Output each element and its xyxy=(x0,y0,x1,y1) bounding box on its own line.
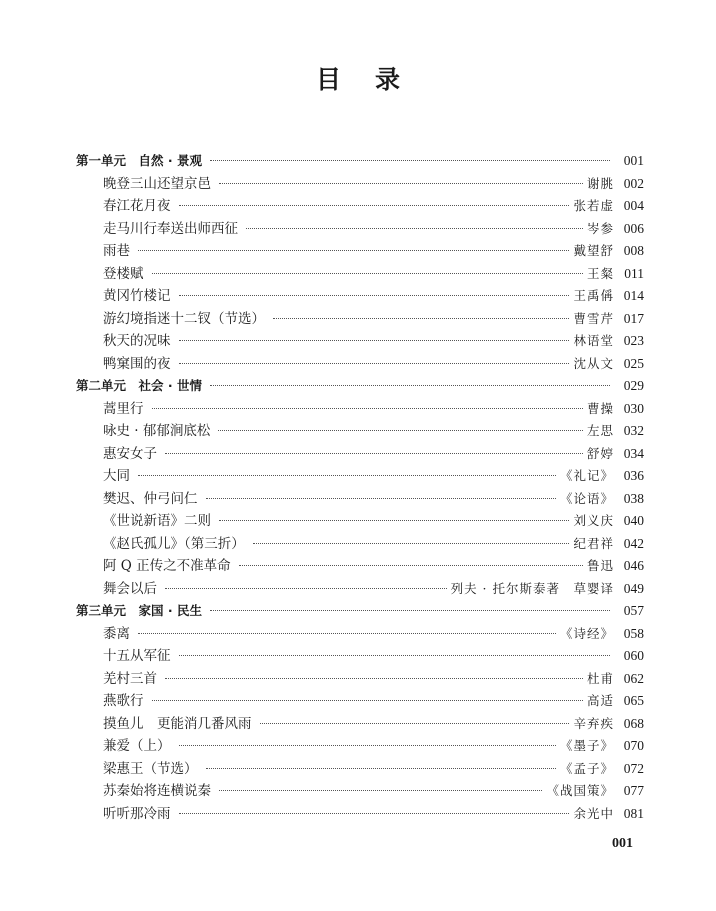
toc-entry-author: 《战国策》 xyxy=(546,783,614,798)
toc-entry-title: 舞会以后 xyxy=(103,580,157,597)
dot-leader xyxy=(152,700,583,701)
toc-entry-author: 《墨子》 xyxy=(559,738,614,753)
toc-entry-title: 燕歌行 xyxy=(103,693,144,709)
toc-entry-title: 樊迟、仲弓问仁 xyxy=(103,490,198,507)
toc-entry-row xyxy=(76,803,644,826)
dot-leader xyxy=(152,273,583,274)
toc-entry-row xyxy=(76,218,644,241)
dot-leader xyxy=(179,655,611,656)
toc-entry-page: 004 xyxy=(623,198,644,213)
toc-entry-page: 072 xyxy=(623,760,644,776)
toc-entry-author: 《礼记》 xyxy=(559,468,614,483)
toc-entry-page: 029 xyxy=(623,378,644,393)
toc-entry-row xyxy=(76,465,644,488)
toc-entry-title: 蒿里行 xyxy=(103,400,144,417)
toc-entry-page: 006 xyxy=(623,220,644,236)
toc-entry-title: 鸭窠围的夜 xyxy=(103,355,171,372)
toc-unit-row xyxy=(76,375,644,398)
toc-entry-title: 黄冈竹楼记 xyxy=(103,288,171,304)
toc-entry-row xyxy=(76,330,644,353)
toc-entry-title: 黍离 xyxy=(103,625,130,642)
toc-entry-author: 刘义庆 xyxy=(573,513,614,528)
toc-entry-title: 第二单元 社会 · 世情 xyxy=(76,378,202,393)
toc-entry-title: 摸鱼儿 更能消几番风雨 xyxy=(103,715,252,732)
toc-entry-row xyxy=(76,443,644,466)
toc-entry-page: 065 xyxy=(623,693,644,708)
toc-entry-page: 077 xyxy=(623,783,644,798)
toc-entry-author: 戴望舒 xyxy=(573,243,614,258)
toc-entry-row xyxy=(76,285,644,308)
toc-entry-author: 左思 xyxy=(586,423,614,438)
toc-entry-page: 049 xyxy=(623,580,644,596)
toc-entry-title: 晚登三山还望京邑 xyxy=(103,175,211,192)
toc-entry-author: 鲁迅 xyxy=(586,558,614,573)
toc-entry-page: 038 xyxy=(623,490,644,506)
toc-entry-author: 林语堂 xyxy=(573,333,614,348)
dot-leader xyxy=(218,430,583,431)
toc-entry-page: 068 xyxy=(623,715,644,731)
toc-entry-page: 034 xyxy=(623,445,644,461)
dot-leader xyxy=(219,520,569,521)
toc-entry-author: 张若虚 xyxy=(573,198,614,213)
toc-entry-page: 002 xyxy=(623,175,644,191)
toc-entry-row xyxy=(76,308,644,331)
toc-entry-author: 余光中 xyxy=(573,805,614,821)
toc-entry-page: 062 xyxy=(623,670,644,686)
toc-entry-page: 025 xyxy=(623,355,644,371)
dot-leader xyxy=(179,295,570,296)
toc-entry-row xyxy=(76,173,644,196)
toc-entry-page: 032 xyxy=(623,423,644,438)
toc-entry-author: 高适 xyxy=(586,693,614,708)
toc-unit-row xyxy=(76,150,644,173)
dot-leader xyxy=(210,160,610,161)
toc-entry-page: 040 xyxy=(623,513,644,528)
toc-entry-author: 纪君祥 xyxy=(573,535,614,551)
dot-leader xyxy=(138,250,569,251)
toc-entry-page: 070 xyxy=(623,738,644,753)
toc-entry-row xyxy=(76,533,644,556)
toc-entry-page: 011 xyxy=(624,265,644,281)
toc-entry-title: 雨巷 xyxy=(103,243,130,259)
toc-entry-row xyxy=(76,263,644,286)
toc-entry-title: 惠安女子 xyxy=(103,445,157,462)
toc-entry-page: 060 xyxy=(623,648,644,663)
dot-leader xyxy=(179,340,570,341)
toc-entry-page: 058 xyxy=(623,625,644,641)
toc-entry-title: 第一单元 自然 · 景观 xyxy=(76,153,202,168)
toc-entry-author: 沈从文 xyxy=(573,355,614,371)
toc-entry-author: 列夫 · 托尔斯泰著 草婴译 xyxy=(450,580,614,596)
toc-entry-row xyxy=(76,195,644,218)
dot-leader xyxy=(179,745,556,746)
toc-entry-row xyxy=(76,735,644,758)
toc-entry-author: 岑参 xyxy=(586,220,614,236)
dot-leader xyxy=(260,723,570,724)
toc-entry-author: 《诗经》 xyxy=(559,625,614,641)
dot-leader xyxy=(273,318,569,319)
table-of-contents xyxy=(76,150,644,825)
toc-entry-row xyxy=(76,510,644,533)
toc-entry-author: 曹操 xyxy=(586,400,614,416)
toc-entry-page: 014 xyxy=(623,288,644,303)
toc-entry-page: 023 xyxy=(623,333,644,348)
page-title xyxy=(0,60,716,96)
toc-entry-page: 017 xyxy=(623,310,644,326)
title-char-1: 目 xyxy=(315,65,341,94)
toc-entry-author: 杜甫 xyxy=(586,670,614,686)
toc-entry-row xyxy=(76,758,644,781)
toc-entry-row xyxy=(76,690,644,713)
toc-entry-title: 秋天的况味 xyxy=(103,333,171,349)
toc-entry-title: 羌村三首 xyxy=(103,670,157,687)
toc-entry-row xyxy=(76,645,644,668)
dot-leader xyxy=(246,228,583,229)
toc-entry-title: 登楼赋 xyxy=(103,265,144,282)
dot-leader xyxy=(219,183,583,184)
dot-leader xyxy=(253,543,570,544)
toc-entry-page: 046 xyxy=(623,558,644,573)
toc-entry-page: 081 xyxy=(623,805,644,821)
dot-leader xyxy=(165,678,583,679)
dot-leader xyxy=(206,498,556,499)
dot-leader xyxy=(179,813,570,814)
toc-entry-title: 春江花月夜 xyxy=(103,198,171,214)
toc-entry-row xyxy=(76,623,644,646)
toc-entry-author: 王粲 xyxy=(586,265,614,281)
dot-leader xyxy=(138,633,556,634)
toc-entry-author: 《论语》 xyxy=(559,490,614,506)
dot-leader xyxy=(165,588,447,589)
toc-entry-page: 008 xyxy=(623,243,644,258)
toc-unit-row xyxy=(76,600,644,623)
dot-leader xyxy=(179,363,570,364)
toc-entry-title: 兼爱（上） xyxy=(103,738,171,754)
toc-entry-title: 阿 Q 正传之不准革命 xyxy=(103,558,231,574)
dot-leader xyxy=(239,565,583,566)
toc-entry-row xyxy=(76,780,644,803)
dot-leader xyxy=(165,453,583,454)
toc-entry-row xyxy=(76,578,644,601)
toc-entry-title: 《赵氏孤儿》（第三折） xyxy=(103,535,245,552)
toc-entry-author: 《孟子》 xyxy=(559,760,614,776)
dot-leader xyxy=(179,205,570,206)
toc-entry-row xyxy=(76,420,644,443)
dot-leader xyxy=(138,475,556,476)
toc-entry-page: 036 xyxy=(623,468,644,483)
toc-entry-title: 走马川行奉送出师西征 xyxy=(103,220,238,237)
toc-entry-author: 曹雪芹 xyxy=(573,310,614,326)
toc-entry-row xyxy=(76,488,644,511)
toc-entry-page: 057 xyxy=(623,603,644,618)
toc-entry-title: 十五从军征 xyxy=(103,648,171,664)
toc-entry-title: 《世说新语》二则 xyxy=(103,513,211,529)
toc-entry-page: 042 xyxy=(623,535,644,551)
dot-leader xyxy=(152,408,583,409)
toc-entry-author: 王禹偁 xyxy=(573,288,614,303)
dot-leader xyxy=(210,385,610,386)
dot-leader xyxy=(206,768,556,769)
toc-entry-page: 001 xyxy=(623,153,644,168)
title-char-2: 录 xyxy=(375,65,401,94)
toc-entry-row xyxy=(76,668,644,691)
toc-entry-title: 梁惠王（节选） xyxy=(103,760,198,777)
toc-entry-title: 大同 xyxy=(103,468,130,484)
toc-entry-author: 舒婷 xyxy=(586,445,614,461)
toc-entry-row xyxy=(76,713,644,736)
toc-entry-title: 苏秦始将连横说秦 xyxy=(103,783,211,799)
toc-entry-row xyxy=(76,240,644,263)
toc-entry-author: 谢朓 xyxy=(586,175,614,191)
page-number: 001 xyxy=(612,836,633,851)
toc-entry-row xyxy=(76,555,644,578)
toc-entry-title: 第三单元 家国 · 民生 xyxy=(76,603,202,618)
toc-entry-author: 辛弃疾 xyxy=(573,715,614,731)
dot-leader xyxy=(219,790,542,791)
toc-entry-page: 030 xyxy=(623,400,644,416)
toc-entry-title: 咏史 · 郁郁涧底松 xyxy=(103,423,211,439)
toc-entry-title: 游幻境指迷十二钗（节选） xyxy=(103,310,265,327)
dot-leader xyxy=(210,610,610,611)
toc-entry-row xyxy=(76,353,644,376)
toc-entry-row xyxy=(76,398,644,421)
toc-entry-title: 听听那冷雨 xyxy=(103,805,171,822)
